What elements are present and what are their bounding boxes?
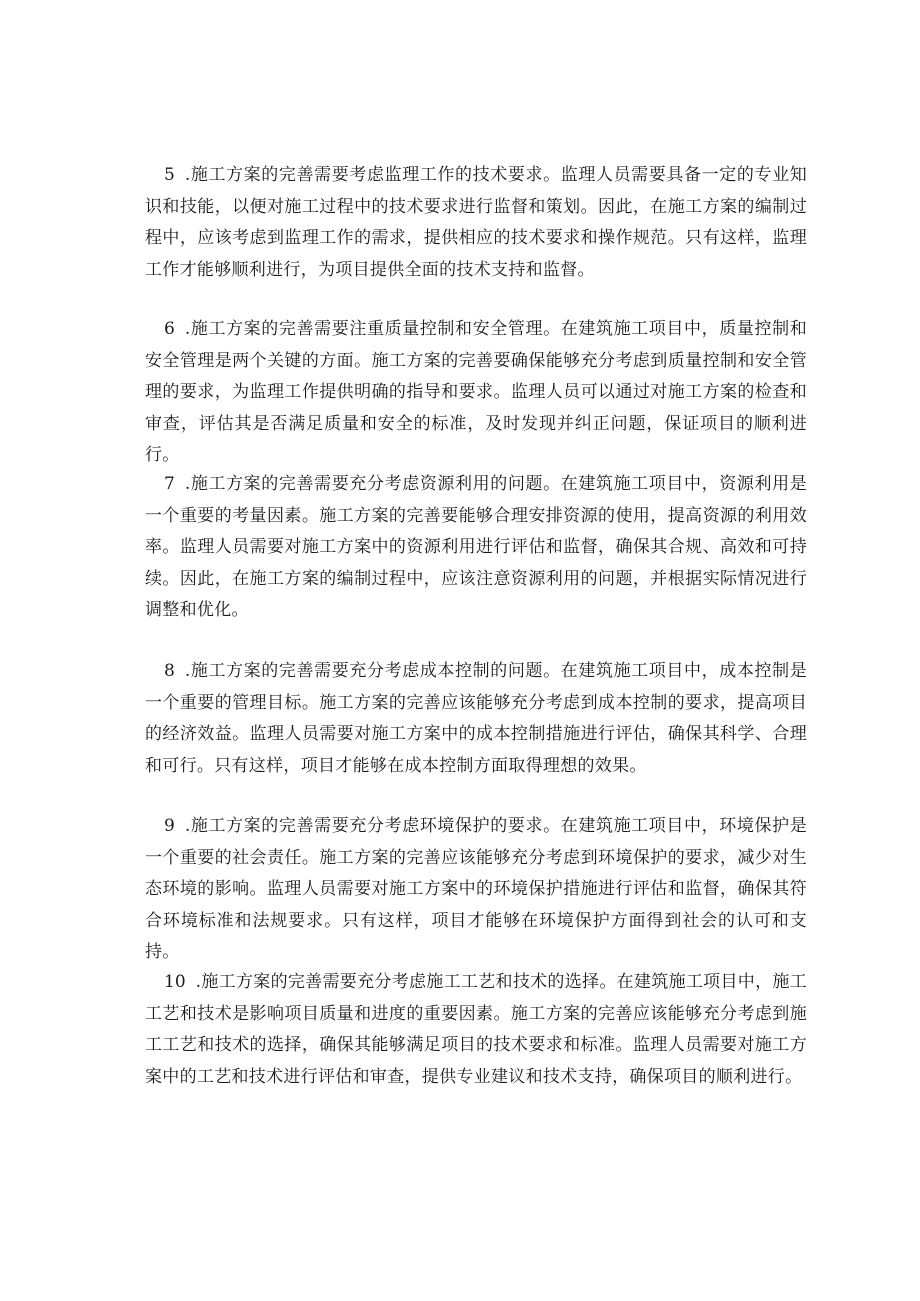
- paragraph-number: 10: [164, 972, 186, 992]
- paragraph-number: 9: [164, 816, 175, 836]
- paragraph-item-8: [145, 656, 807, 782]
- paragraph-text: .施工方案的完善需要注重质量控制和安全管理。在建筑施工项目中，质量控制和安全管理是两个关键的方面。施工方案的完善要确保能够充分考虑到质量控制和安全管理的要求，为监理工作提供明确的指导和要求。监理人员可以通过对施工方案的检查和审查，评估其是否满足质量和安全的标准，及时发现并纠正问题，保证项目的顺利进行。: [145, 319, 807, 465]
- paragraph-text: .施工方案的完善需要充分考虑施工工艺和技术的选择。在建筑施工项目中，施工工艺和技术是影响项目质量和进度的重要因素。施工方案的完善应该能够充分考虑到施工工艺和技术的选择，确保其能够满足项目的技术要求和标准。监理人员需要对施工方案中的工艺和技术进行评估和审查，提供专业建议和技术支持，确保项目的顺利进行。: [145, 972, 807, 1087]
- paragraph-text: .施工方案的完善需要充分考虑环境保护的要求。在建筑施工项目中，环境保护是一个重要的社会责任。施工方案的完善应该能够充分考虑到环境保护的要求，减少对生态环境的影响。监理人员需要对施工方案中的环境保护措施进行评估和监督，确保其符合环境标准和法规要求。只有这样，项目才能够在环境保护方面得到社会的认可和支持。: [145, 816, 807, 962]
- paragraph-number: 7: [164, 474, 175, 494]
- paragraph-text: .施工方案的完善需要充分考虑资源利用的问题。在建筑施工项目中，资源利用是一个重要的考量因素。施工方案的完善要能够合理安排资源的使用，提高资源的利用效率。监理人员需要对施工方案中的资源利用进行评估和监督，确保其合规、高效和可持续。因此，在施工方案的编制过程中，应该注意资源利用的问题，并根据实际情况进行调整和优化。: [145, 474, 807, 620]
- paragraph-item-7: [145, 469, 807, 627]
- paragraph-item-10: [145, 967, 807, 1093]
- paragraph-text: .施工方案的完善需要充分考虑成本控制的问题。在建筑施工项目中，成本控制是一个重要的管理目标。施工方案的完善应该能够充分考虑到成本控制的要求，提高项目的经济效益。监理人员需要对施工方案中的成本控制措施进行评估，确保其科学、合理和可行。只有这样，项目才能够在成本控制方面取得理想的效果。: [145, 661, 807, 776]
- paragraph-number: 5: [164, 165, 175, 185]
- paragraph-text: .施工方案的完善需要考虑监理工作的技术要求。监理人员需要具备一定的专业知识和技能，以便对施工过程中的技术要求进行监督和策划。因此，在施工方案的编制过程中，应该考虑到监理工作的需求，提供相应的技术要求和操作规范。只有这样，监理工作才能够顺利进行，为项目提供全面的技术支持和监督。: [145, 165, 807, 280]
- paragraph-item-6: [145, 314, 807, 472]
- paragraph-number: 6: [164, 319, 175, 339]
- paragraph-item-5: [145, 160, 807, 286]
- paragraph-item-9: [145, 811, 807, 969]
- paragraph-number: 8: [164, 661, 175, 681]
